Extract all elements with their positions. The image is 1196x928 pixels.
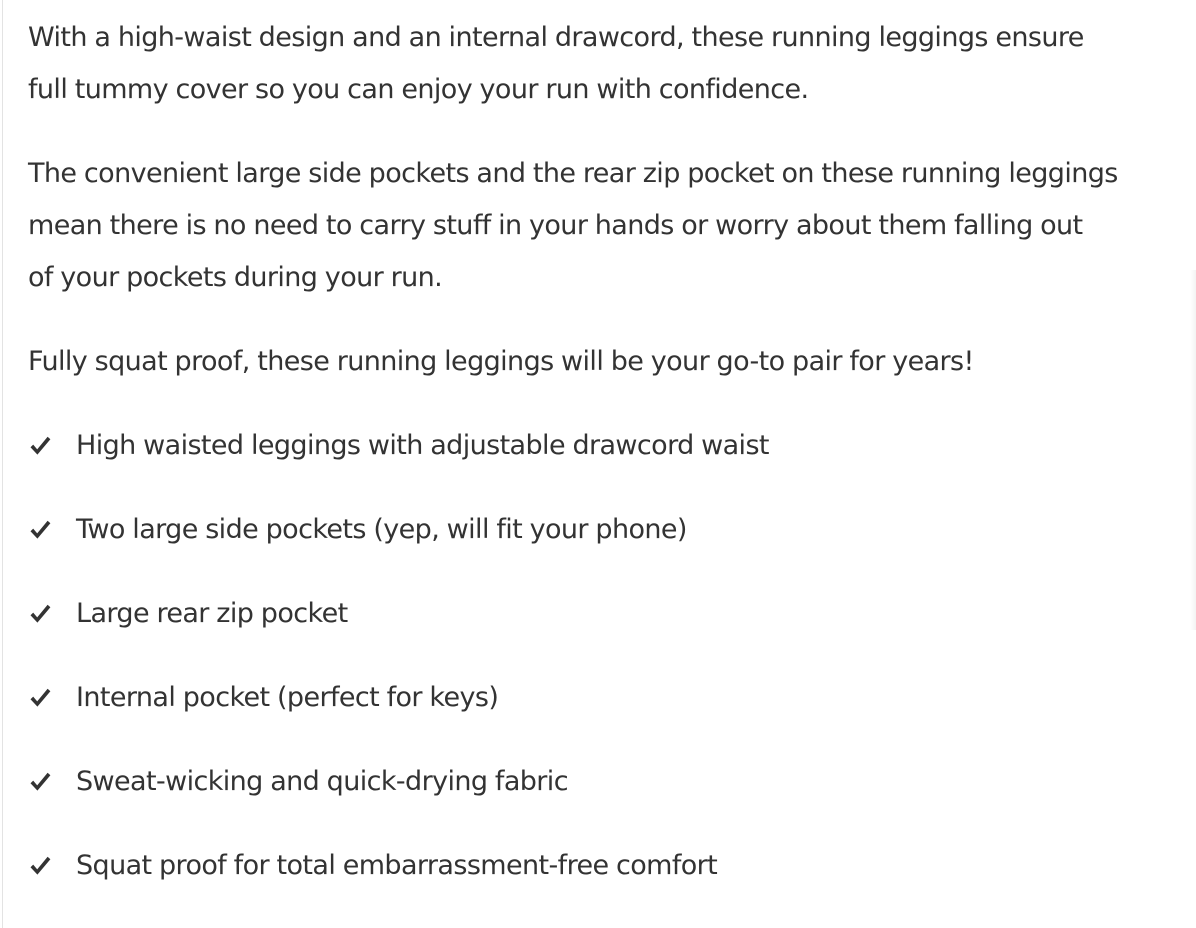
feature-item — [28, 504, 1196, 556]
feature-list — [28, 420, 1196, 892]
paragraph-line: of your pockets during your run. — [28, 262, 443, 293]
feature-label: Large rear zip pocket — [76, 598, 348, 629]
description-paragraph-2 — [28, 148, 1196, 304]
description-paragraph-3 — [28, 336, 1196, 388]
feature-label: Internal pocket (perfect for keys) — [76, 682, 499, 713]
feature-item — [28, 756, 1196, 808]
feature-item — [28, 588, 1196, 640]
checkmark-icon — [28, 672, 76, 724]
product-description — [28, 12, 1196, 924]
feature-label: High waisted leggings with adjustable drawcord waist — [76, 430, 769, 461]
feature-label: Two large side pockets (yep, will fit your phone) — [76, 514, 687, 545]
checkmark-icon — [28, 756, 76, 808]
paragraph-line: The convenient large side pockets and the rear zip pocket on these running leggings — [28, 158, 1118, 189]
feature-item — [28, 420, 1196, 472]
feature-item — [28, 672, 1196, 724]
paragraph-line: full tummy cover so you can enjoy your run with confidence. — [28, 74, 809, 105]
checkmark-icon — [28, 504, 76, 556]
feature-label: Sweat-wicking and quick-drying fabric — [76, 766, 568, 797]
checkmark-icon — [28, 840, 76, 892]
description-paragraph-1 — [28, 12, 1196, 116]
checkmark-icon — [28, 588, 76, 640]
paragraph-line: With a high-waist design and an internal drawcord, these running leggings ensure — [28, 22, 1084, 53]
feature-label: Squat proof for total embarrassment-free comfort — [76, 850, 718, 881]
feature-item — [28, 840, 1196, 892]
content-divider — [2, 0, 3, 928]
checkmark-icon — [28, 420, 76, 472]
paragraph-line: Fully squat proof, these running leggings will be your go-to pair for years! — [28, 346, 974, 377]
paragraph-line: mean there is no need to carry stuff in your hands or worry about them falling out — [28, 210, 1083, 241]
